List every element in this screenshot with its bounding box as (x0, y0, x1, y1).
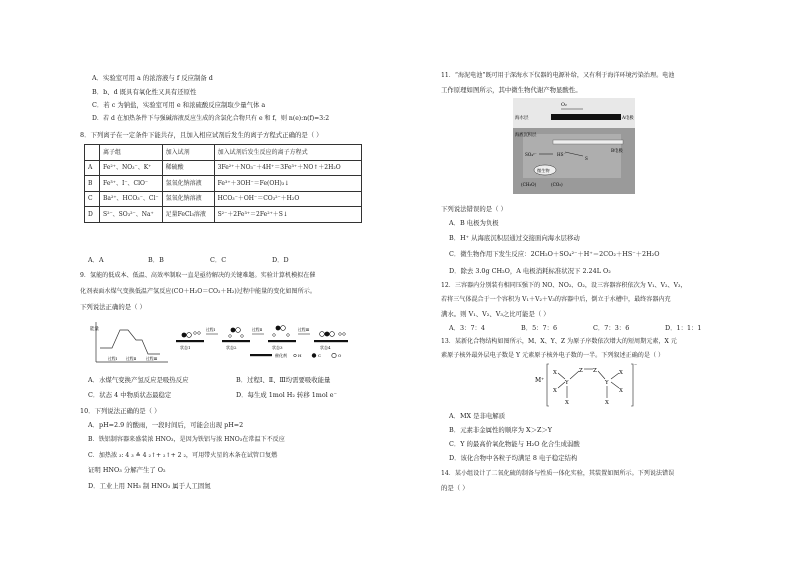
q10-option-b: B．铁铝制容器来盛装浓 HNO₃，是因为铁铝与浓 HNO₃在常温下不反应 (88, 436, 285, 443)
q8-stem: 8．下列离子在一定条件下能共存，且加入相应试剂后发生的离子方程式正确的是（ ） (80, 131, 323, 139)
q11-option-c: C．微生物作用下发生反应：2CH₂O＋SO₄²⁻＋H⁺＝2CO₂＋HS⁻＋2H₂O (449, 250, 660, 258)
q10-option-c: C．加热浓 ₃: 4 ₃ ≙ 4 ₂↑+ ₂↑+ 2 ₂，可用带火星的木条在试管口复燃 (88, 452, 278, 459)
q10-option-a: A．pH=2.9 的酸雨，一段时间后，可能会出现 pH=2 (88, 421, 244, 429)
table-cell: 离子组 (100, 145, 163, 161)
table-cell: S²⁻＋2Fe³⁺＝2Fe²⁺＋S↓ (214, 207, 361, 223)
atom-y: Y (605, 380, 609, 386)
stage-arrow-label: 过程Ⅲ (298, 327, 310, 332)
sediment-label: 海底沉积层 (515, 133, 537, 138)
q12-option-b: B．5：7：6 (521, 324, 558, 332)
state-label: 状态1 (180, 345, 191, 350)
atom-x: X (565, 400, 569, 406)
o2-label: O₂ (561, 103, 567, 108)
s-label: S (585, 156, 588, 161)
q13-option-c: C．Y 的最高价氧化物能与 H₂O 化合生成弱酸 (449, 440, 580, 448)
legend-label: C (318, 353, 322, 358)
table-cell: 足量FeCl₃溶液 (162, 207, 214, 223)
q12-option-a: A．3：7：4 (449, 324, 485, 332)
table-header-row (85, 145, 362, 161)
q9-legend (250, 352, 342, 358)
q9-line-3: 下列说法正确的是（ ） (80, 303, 146, 311)
q14-line-2: 的是（ ） (441, 484, 469, 492)
q14-line-1: 14．某小组设计了二氧化硫的制备与性质一体化实验，其装置如图所示。下列说法错误 (441, 470, 675, 477)
stage-arrow-label: 过程Ⅰ (206, 327, 216, 332)
q11-line-2: 工作原理如图所示，其中微生物代谢产物显酸性。 (441, 86, 582, 94)
right-column (397, 0, 794, 561)
seawater-label: 海水层 (515, 116, 529, 121)
table-cell: Fe²⁺、NO₃⁻、K⁺ (100, 160, 163, 176)
table-cell (85, 145, 100, 161)
hs-label: HS⁻ (557, 152, 566, 157)
table-row (85, 191, 362, 207)
table-cell: D (85, 207, 100, 223)
legend-label: H (298, 353, 302, 358)
q9-option-b: B．过程Ⅰ、Ⅱ、Ⅲ均需要吸收能量 (236, 376, 331, 384)
q8-answer-a: A．A (88, 256, 104, 264)
q12-line-3: 满水。则 V₁、V₂、V₃之比可能是（ ） (441, 310, 550, 318)
table-row (85, 160, 362, 176)
q11-option-a: A．B 电极为负极 (449, 219, 499, 227)
q9-option-a: A．水煤气变换产氢反应是吸热反应 (88, 376, 189, 384)
q10-option-c-cont: 证明 HNO₃ 分解产生了 O₂ (88, 466, 166, 474)
atom-z: Z (579, 368, 583, 374)
q13-option-d: D．该化合物中各粒子均满足 8 电子稳定结构 (449, 454, 578, 462)
table-cell: Ba²⁺、HCO₃⁻、Cl⁻ (100, 191, 163, 207)
atom-y: Y (565, 380, 569, 386)
atom-x: X (553, 370, 557, 376)
b-electrode-label: B电极 (611, 149, 623, 154)
q10-option-d: D．工业上用 NH₃ 制 HNO₃ 属于人工固氮 (88, 482, 211, 490)
state-2-diagram (222, 328, 250, 350)
q13-option-b: B．元素非金属性的顺序为 X＞Z＞Y (449, 426, 553, 434)
q13-structure-figure (535, 360, 645, 410)
q8-answer-d: D．D (272, 256, 289, 264)
table-cell: C (85, 191, 100, 207)
table-cell: 稀硫酸 (162, 160, 214, 176)
q13-line-2: 素原子核外最外层电子数是 Y 元素原子核外电子数的一半。下列叙述正确的是（ ） (441, 352, 665, 359)
table-cell: Fe³⁺、I⁻、ClO⁻ (100, 176, 163, 192)
q9-line-2: 化剂表面水煤气变换低温产氢反应(CO＋H₂O＝CO₂＋H₂)过程中能量的变化如图所示。 (80, 288, 316, 295)
atom-x: X (619, 388, 623, 394)
so4-label: SO₄²⁻ (525, 152, 537, 157)
q9-energy-figure (90, 318, 380, 370)
atom-x: X (553, 388, 557, 394)
atom-z: Z (593, 368, 597, 374)
q13-option-a: A．MX 是非电解质 (449, 412, 506, 420)
table-cell: A (85, 160, 100, 176)
stage-arrow-label: 过程Ⅱ (252, 327, 263, 332)
q12-line-2: 若将三气体混合于一个容积为 V₁＋V₂＋V₃的容器中后，倒立于水槽中，最终容器内充 (441, 296, 671, 303)
q7-option-b: B．b、d 既具有氧化性又具有还原性 (92, 88, 197, 96)
q9-line-1: 9．氢能的低成本、低温、高效率制取一直是亟待解决的关键难题。实验计算机模拟在催 (80, 272, 316, 279)
table-cell: 加入试剂 (162, 145, 214, 161)
ch2o-label: (CH₂O) (521, 182, 537, 187)
stage-label: 过程Ⅱ (126, 356, 137, 361)
state-4-diagram (314, 332, 348, 350)
energy-axis-label: 能量 (90, 327, 99, 332)
b-electrode (553, 140, 623, 144)
table-cell: HCO₃⁻＋OH⁻＝CO₃²⁻＋H₂O (214, 191, 361, 207)
state-label: 状态4 (320, 345, 331, 350)
q12-line-1: 12．三容器内分别装有相同压强下的 NO、NO₂、O₂，设三容器容积依次为 V₁、V₂、V₃， (441, 282, 687, 289)
table-row (85, 207, 362, 223)
q13-line-1: 13．某新化合物结构如图所示，M、X、Y、Z 为原子序数依次增大的短周期元素，X 元 (441, 338, 677, 345)
co2-label: (CO₂) (551, 182, 563, 187)
table-cell: 氢氧化钠溶液 (162, 176, 214, 192)
q8-answer-c: C．C (210, 256, 227, 264)
a-electrode-label: A电极 (622, 116, 634, 121)
q11-option-b: B．H⁺ 从海底沉积层通过交接面向海水层移动 (449, 234, 580, 242)
atom-x: X (619, 370, 623, 376)
stage-label: 过程Ⅰ (108, 356, 118, 361)
table-cell: Fe³⁺＋3OH⁻＝Fe(OH)₃↓ (214, 176, 361, 192)
table-row (85, 176, 362, 192)
q8-answer-b: B．B (148, 256, 164, 264)
microbe-label: 微生物 (537, 168, 550, 173)
q11-battery-figure (513, 98, 635, 194)
q9-option-c: C．状态 4 中物质状态最稳定 (88, 391, 172, 399)
a-electrode (551, 114, 621, 120)
table-cell: 加入试剂后发生反应的离子方程式 (214, 145, 361, 161)
legend-label: O (338, 353, 342, 358)
q11-line-1: 11．“海泥电池”既可用于深海水下仪器的电源补给，又有利于海洋环境污染治理。电池 (441, 72, 675, 79)
table-cell: S²⁻、SO₃²⁻、Na⁺ (100, 207, 163, 223)
m-cation-label: M⁺ (535, 377, 545, 384)
q11-stem: 下列说法错误的是（ ） (441, 205, 507, 213)
state-3-diagram (268, 326, 296, 350)
q7-option-d: D．若 d 在加热条件下与强碱溶液反应生成的含氯化合物只有 e 和 f，则 n(e):n(f)=3:2 (92, 115, 330, 122)
q8-ion-table (84, 144, 362, 223)
stage-label: 过程Ⅲ (146, 356, 158, 361)
table-cell: 3Fe²⁺＋NO₃⁻＋4H⁺＝3Fe³⁺＋NO↑＋2H₂O (214, 160, 361, 176)
anion-charge: ⁻ (634, 363, 638, 370)
state-label: 状态2 (226, 345, 237, 350)
q9-option-d: D．每生成 1mol H₂ 转移 1mol e⁻ (236, 391, 337, 399)
table-cell: 氢氧化钠溶液 (162, 191, 214, 207)
q12-option-c: C．7：3：6 (593, 324, 630, 332)
atom-x: X (605, 400, 609, 406)
q10-stem: 10．下列说法正确的是（ ） (80, 407, 161, 415)
q12-option-d: D．1：1：1 (665, 324, 702, 332)
q11-option-d: D．除去 3.0g CH₂O，A 电极消耗标准状况下 2.24L O₂ (449, 267, 611, 275)
legend-label: 催化剂 (275, 353, 287, 358)
state-label: 状态3 (272, 345, 283, 350)
state-1-diagram (176, 332, 204, 350)
table-cell: B (85, 176, 100, 192)
q7-option-c: C．若 c 为钠盐，实验室可用 e 和浓硫酸反应制取少量气体 a (92, 101, 266, 109)
q7-option-a: A．实验室可用 a 的浓溶液与 f 反应制备 d (92, 74, 213, 82)
